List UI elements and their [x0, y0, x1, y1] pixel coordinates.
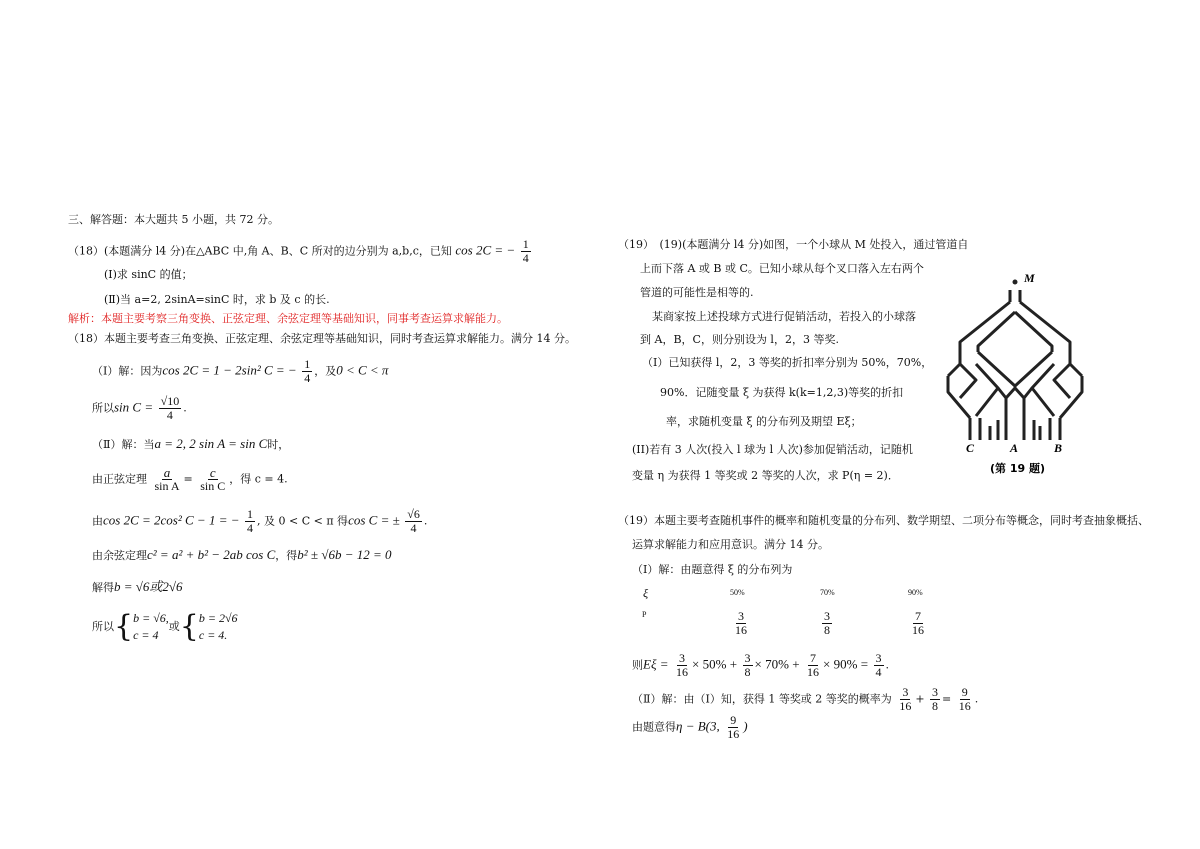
q19-line-9: (II)若有 3 人次(投入 l 球为 l 人次)参加促销活动，记随机 — [632, 443, 913, 456]
q19-sol-part3: 由题意得η − B(3, $\frac{9}{16}$ ) — [632, 713, 748, 741]
q19-line-8: 率，求随机变量 ξ 的分布列及期望 Eξ； — [666, 415, 862, 428]
q18-step5: 由cos 2C = 2cos² C − 1 = − $\frac{1}{4}$ , 及 0 < C < π 得cos C = ± $\frac{√6}{4}$ . — [92, 507, 428, 535]
analysis-note: 解析：本题主要考察三角变换、正弦定理、余弦定理等基础知识，同事考查运算求解能力。 — [68, 312, 508, 325]
q19-line-10: 变量 η 为获得 1 等奖或 2 等奖的人次，求 P(η = 2)． — [632, 469, 899, 482]
q19-line-2: 上而下落 A 或 B 或 C。已知小球从每个叉口落入左右两个 — [640, 262, 924, 275]
drop-point-dot — [1013, 280, 1018, 285]
q19-sol-intro-1: （19）本题主要考查随机事件的概率和随机变量的分布列、数学期望、二项分布等概念，同时考查抽象概括、 — [618, 514, 1149, 527]
label-c: C — [966, 441, 975, 455]
q18-step2: 所以sin C = $\frac{√10}{4}$ . — [92, 394, 187, 422]
figure-caption: (第 19 题) — [990, 462, 1046, 475]
label-b: B — [1054, 441, 1063, 455]
q19-line-7: 90%．记随变量 ξ 为获得 k(k=1,2,3)等奖的折扣 — [660, 386, 904, 399]
q19-line-4: 某商家按上述投球方式进行促销活动，若投入的小球落 — [652, 310, 916, 323]
expectation-line: 则Eξ = $\frac{3}{16}$ × 50% + $\frac{3}{8}$ × 70% + $\frac{7}{16}$ × 90% = $\frac{3}{4}$ . — [632, 651, 890, 679]
q18-step8: 所以{ b = √6, c = 4 或{ b = 2√6 c = 4. — [92, 609, 238, 644]
q18-stem-text: （18）(本题满分 l4 分)在△ABC 中,角 A、B、C 所对的边分别为 a,b,c，已知 — [68, 244, 452, 258]
table-header-xi: ξ — [643, 586, 649, 600]
table-header-p: P — [642, 610, 647, 619]
q18-step6: 由余弦定理c² = a² + b² − 2ab cos C，得b² ± √6b − 12 = 0 — [92, 547, 392, 562]
table-prob-1: $\frac{3}{16}$ — [735, 609, 747, 637]
label-m: M — [1024, 271, 1035, 285]
table-value-3: 90% — [908, 588, 923, 597]
pipe-diagram — [940, 268, 1098, 478]
q19-line-6: （I）已知获得 l，2，3 等奖的折扣率分别为 50%，70%， — [642, 356, 933, 369]
q19-sol-part1: （Ⅰ）解：由题意得 ξ 的分布列为 — [632, 563, 793, 576]
q18-given-frac: $\frac{1}{4}$ — [522, 237, 529, 265]
q18-step3: （Ⅱ）解：当a = 2, 2 sin A = sin C时， — [92, 436, 290, 451]
q18-stem — [68, 238, 533, 265]
q19-sol-part2: （Ⅱ）解：由（Ⅰ）知，获得 1 等奖或 2 等奖的概率为 $\frac{3}{16}$ + $\frac{3}{8}$ = $\frac{9}{16}$ . — [632, 685, 979, 713]
q18-step7: 解得b = √6或2√6 — [92, 579, 183, 594]
q19-sol-intro-2: 运算求解能力和应用意识。满分 14 分。 — [632, 538, 829, 551]
q19-line-1: （19） (19)(本题满分 l4 分)如图，一个小球从 M 处投入，通过管道自 — [618, 238, 969, 251]
table-prob-3: $\frac{7}{16}$ — [912, 609, 924, 637]
q18-part1: (I)求 sinC 的值； — [104, 268, 193, 281]
q19-line-5: 到 A，B，C，则分别设为 l，2，3 等奖. — [640, 333, 839, 346]
q18-step4: 由正弦定理 $\frac{a}{\text{sin A}}$ = $\frac{c}{\text{sin C}}$ ，得 c = 4. — [92, 465, 288, 493]
table-prob-2: $\frac{3}{8}$ — [824, 609, 830, 637]
q18-step1: （Ⅰ）解：因为cos 2C = 1 − 2sin² C = − $\frac{1}{4}$ ，及0 < C < π — [92, 357, 389, 385]
label-a: A — [1010, 441, 1019, 455]
section-header: 三、解答题：本大题共 5 小题，共 72 分。 — [68, 213, 279, 226]
q19-line-3: 管道的可能性是相等的. — [640, 286, 754, 299]
q18-solution-intro: （18）本题主要考查三角变换、正弦定理、余弦定理等基础知识，同时考查运算求解能力。满分 14 分。 — [68, 332, 576, 345]
q18-part2: (Ⅱ)当 a=2, 2sinA=sinC 时，求 b 及 c 的长. — [104, 293, 330, 306]
table-value-1: 50% — [730, 588, 745, 597]
table-value-2: 70% — [820, 588, 835, 597]
q18-given: cos 2C = − — [455, 242, 516, 258]
